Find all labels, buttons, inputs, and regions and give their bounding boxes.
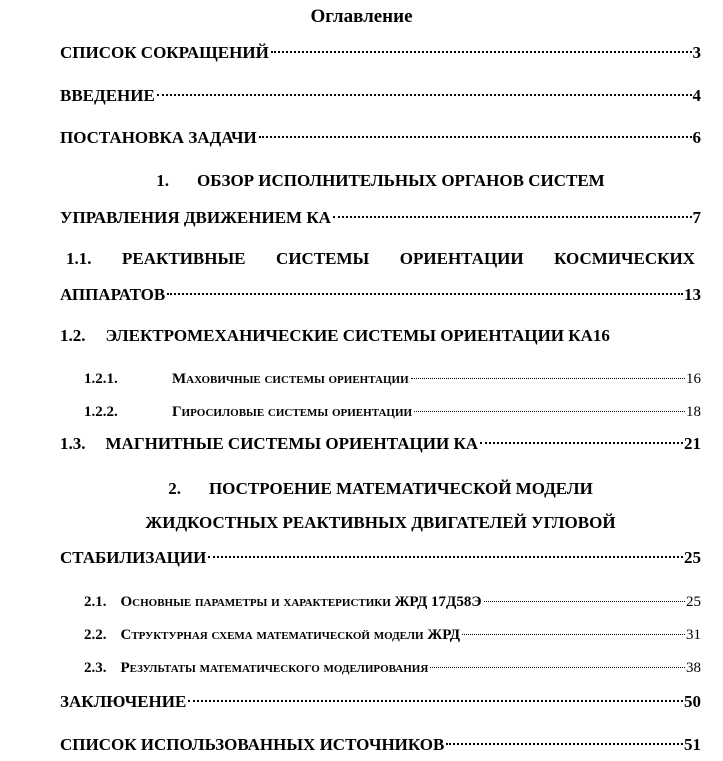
toc-entry-word: РЕАКТИВНЫЕ <box>122 249 246 268</box>
toc-entry-text: ЭЛЕКТРОМЕХАНИЧЕСКИЕ СИСТЕМЫ ОРИЕНТАЦИИ КА <box>105 326 593 345</box>
toc-page-number: 16 <box>686 371 701 387</box>
toc-section-number: 1.2. <box>60 326 86 345</box>
toc-entry-text: УПРАВЛЕНИЯ ДВИЖЕНИЕМ КА <box>60 208 331 227</box>
toc-entry-word: СИСТЕМЫ <box>276 249 370 268</box>
toc-page-number: 51 <box>684 735 701 754</box>
toc-entry-text: Структурная схема математической модели ЖРД <box>120 627 461 643</box>
dot-leader <box>333 216 692 218</box>
toc-section-1-3[interactable] <box>60 431 701 457</box>
toc-section-number: 1.1. <box>66 249 92 268</box>
toc-entry-text: Гиросиловые системы ориентации <box>172 404 413 420</box>
toc-entry-introduction[interactable] <box>60 83 701 109</box>
toc-section-2-3[interactable] <box>84 655 701 681</box>
dot-leader <box>271 51 692 53</box>
toc-section-1-1-line1[interactable] <box>66 246 695 272</box>
toc-page-number: 21 <box>684 434 701 453</box>
toc-entry-text: АППАРАТОВ <box>60 285 166 304</box>
dot-leader <box>208 556 683 558</box>
toc-chapter-2-line1[interactable] <box>60 476 701 502</box>
toc-section-number: 1.2.2. <box>84 404 118 420</box>
dot-leader <box>259 136 692 138</box>
toc-entry-text: ОБЗОР ИСПОЛНИТЕЛЬНЫХ ОРГАНОВ СИСТЕМ <box>197 171 605 190</box>
dot-leader <box>167 293 683 295</box>
toc-page-number: 31 <box>686 627 701 643</box>
toc-entry-problem-statement[interactable] <box>60 125 701 151</box>
toc-chapter-number: 1. <box>156 171 170 190</box>
toc-entry-text: Основные параметры и характеристики ЖРД 17Д58Э <box>120 594 482 610</box>
toc-page-number: 6 <box>692 128 701 147</box>
toc-section-2-1[interactable] <box>84 589 701 615</box>
toc-section-number: 1.2.1. <box>84 371 118 387</box>
toc-section-1-1-line2[interactable] <box>60 282 701 308</box>
toc-page-number: 16 <box>592 326 610 345</box>
toc-chapter-2-line2[interactable] <box>60 510 701 536</box>
toc-entry-text: ПОСТРОЕНИЕ МАТЕМАТИЧЕСКОЙ МОДЕЛИ <box>208 479 593 498</box>
dot-leader <box>188 700 683 702</box>
toc-entry-text: ЖИДКОСТНЫХ РЕАКТИВНЫХ ДВИГАТЕЛЕЙ УГЛОВОЙ <box>145 513 616 532</box>
dot-leader <box>414 411 685 412</box>
toc-section-number: 2.1. <box>84 594 107 610</box>
toc-page-number: 50 <box>684 692 701 711</box>
toc-chapter-2-line3[interactable] <box>60 545 701 571</box>
toc-page-number: 38 <box>686 660 701 676</box>
dot-leader <box>484 601 685 602</box>
toc-subsection-1-2-2[interactable] <box>84 399 701 425</box>
toc-entry-abbreviations[interactable] <box>60 40 701 66</box>
toc-page-number: 4 <box>692 86 701 105</box>
toc-entry-sources[interactable] <box>60 732 701 758</box>
dot-leader <box>446 743 683 745</box>
dot-leader <box>462 634 685 635</box>
toc-chapter-1-line1[interactable] <box>60 168 701 194</box>
dot-leader <box>157 94 692 96</box>
toc-section-number: 1.3. <box>60 434 86 453</box>
dot-leader <box>480 442 683 444</box>
toc-entry-text: СПИСОК СОКРАЩЕНИЙ <box>60 43 269 62</box>
toc-page-number: 13 <box>684 285 701 304</box>
toc-page-number: 3 <box>692 43 701 62</box>
toc-section-2-2[interactable] <box>84 622 701 648</box>
toc-section-number: 2.3. <box>84 660 107 676</box>
toc-entry-text: ЗАКЛЮЧЕНИЕ <box>60 692 187 711</box>
toc-page-number: 25 <box>684 548 701 567</box>
toc-entry-conclusion[interactable] <box>60 689 701 715</box>
toc-entry-word: ОРИЕНТАЦИИ <box>399 249 524 268</box>
toc-title: Оглавление <box>310 6 413 27</box>
toc-entry-word: КОСМИЧЕСКИХ <box>554 249 695 268</box>
toc-section-number: 2.2. <box>84 627 107 643</box>
toc-entry-text: ПОСТАНОВКА ЗАДАЧИ <box>60 128 257 147</box>
toc-subsection-1-2-1[interactable] <box>84 366 701 392</box>
toc-entry-text: ВВЕДЕНИЕ <box>60 86 155 105</box>
toc-chapter-1-line2[interactable] <box>60 205 701 231</box>
toc-entry-text: МАГНИТНЫЕ СИСТЕМЫ ОРИЕНТАЦИИ КА <box>105 434 479 453</box>
toc-page-number: 18 <box>686 404 701 420</box>
toc-entry-text: СТАБИЛИЗАЦИИ <box>60 548 207 567</box>
dot-leader <box>430 667 685 668</box>
toc-page-number: 25 <box>686 594 701 610</box>
toc-chapter-number: 2. <box>168 479 181 498</box>
toc-entry-text: СПИСОК ИСПОЛЬЗОВАННЫХ ИСТОЧНИКОВ <box>60 735 445 754</box>
toc-entry-text: Результаты математического моделирования <box>120 660 429 676</box>
toc-entry-text: Маховичные системы ориентации <box>172 371 409 387</box>
toc-page-number: 7 <box>692 208 701 227</box>
dot-leader <box>411 378 685 379</box>
toc-section-1-2[interactable] <box>60 323 701 349</box>
